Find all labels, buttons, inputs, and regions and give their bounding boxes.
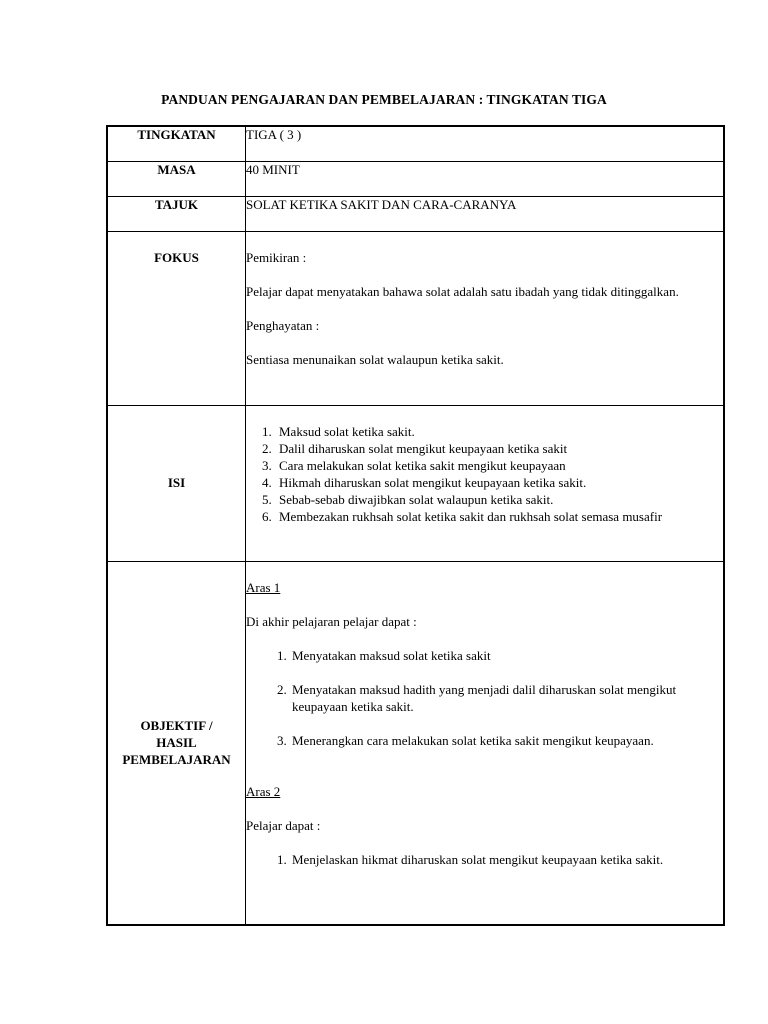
value-tajuk: SOLAT KETIKA SAKIT DAN CARA-CARANYA (246, 196, 725, 231)
value-tingkatan: TIGA ( 3 ) (246, 126, 725, 161)
penghayatan-heading: Penghayatan : (246, 317, 320, 333)
aras2-heading: Aras 2 (246, 783, 281, 799)
row-objektif (107, 561, 724, 925)
list-item: 3. Menerangkan cara melakukan solat ketika sakit mengikut keupayaan. (290, 732, 723, 749)
list-item: 1. Maksud solat ketika sakit. (275, 423, 723, 440)
value-masa: 40 MINIT (246, 161, 725, 196)
row-masa (107, 161, 724, 196)
label-objektif (107, 561, 246, 925)
label-tajuk: TAJUK (107, 196, 246, 231)
list-item: 4. Hikmah diharuskan solat mengikut keupayaan ketika sakit. (275, 474, 723, 491)
list-item: 6. Membezakan rukhsah solat ketika sakit dan rukhsah solat semasa musafir (275, 508, 723, 525)
label-tingkatan: TINGKATAN (107, 126, 246, 161)
value-isi (246, 405, 725, 561)
row-tingkatan (107, 126, 724, 161)
aras1-list (246, 647, 723, 749)
list-item: 2. Menyatakan maksud hadith yang menjadi dalil diharuskan solat mengikut keupayaan ketika sakit. (290, 681, 723, 715)
aras1-heading: Aras 1 (246, 579, 281, 595)
aras2-list (246, 851, 723, 868)
penghayatan-text: Sentiasa menunaikan solat walaupun ketika sakit. (246, 351, 504, 367)
row-tajuk (107, 196, 724, 231)
isi-list (246, 423, 723, 525)
lesson-plan-table (106, 125, 725, 926)
label-objektif-line1: OBJEKTIF / (140, 718, 213, 734)
label-objektif-line2: HASIL (156, 735, 197, 751)
pemikiran-heading: Pemikiran : (246, 249, 307, 265)
pemikiran-text: Pelajar dapat menyatakan bahawa solat adalah satu ibadah yang tidak ditinggalkan. (246, 283, 679, 299)
label-masa: MASA (107, 161, 246, 196)
list-item: 3. Cara melakukan solat ketika sakit mengikut keupayaan (275, 457, 723, 474)
value-fokus (246, 231, 725, 405)
label-isi: ISI (107, 405, 246, 561)
label-fokus: FOKUS (107, 231, 246, 405)
value-objektif (246, 561, 725, 925)
row-fokus (107, 231, 724, 405)
document-title: PANDUAN PENGAJARAN DAN PEMBELAJARAN : TINGKATAN TIGA (161, 92, 607, 107)
list-item: 1. Menjelaskan hikmat diharuskan solat mengikut keupayaan ketika sakit. (290, 851, 723, 868)
list-item: 5. Sebab-sebab diwajibkan solat walaupun ketika sakit. (275, 491, 723, 508)
list-item: 2. Dalil diharuskan solat mengikut keupayaan ketika sakit (275, 440, 723, 457)
aras2-intro: Pelajar dapat : (246, 817, 321, 833)
label-objektif-line3: PEMBELAJARAN (122, 752, 231, 768)
aras1-intro: Di akhir pelajaran pelajar dapat : (246, 613, 417, 629)
list-item: 1. Menyatakan maksud solat ketika sakit (290, 647, 723, 664)
row-isi (107, 405, 724, 561)
